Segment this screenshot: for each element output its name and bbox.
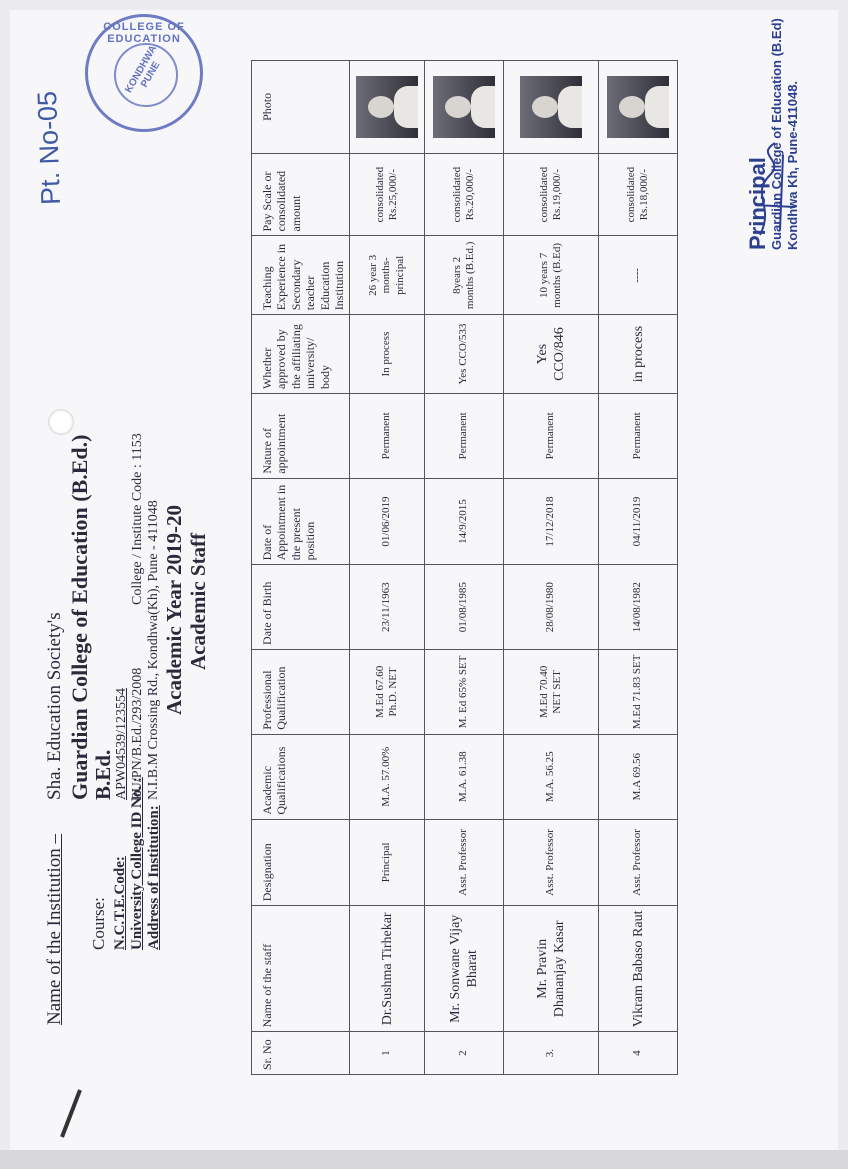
academic-cell: M.A. 56.25 [504, 734, 599, 819]
staff-photo [520, 76, 582, 138]
col-header: Pay Scale or consolidated amount [252, 153, 350, 236]
designation-cell: Principal [350, 819, 425, 906]
experience-cell: 8years 2 months (B.Ed.) [425, 236, 504, 315]
experience-cell: ---- [599, 236, 678, 315]
name-cell: Mr. Sonwane Vijay Bharat [425, 906, 504, 1032]
address-value: N.I.B.M Crossing Rd., Kondhwa(Kh), Pune - 411048 [146, 500, 161, 800]
univ-id-value: PU/PN/B.Ed./293/2008 [130, 667, 145, 800]
college-stamp [85, 14, 203, 132]
photo-cell [425, 61, 504, 154]
dob-cell: 01/08/1985 [425, 565, 504, 650]
pay-cell: consolidated Rs.19,000/- [504, 153, 599, 236]
sr-cell: 1 [350, 1032, 425, 1075]
academic-cell: M.A 69.56 [599, 734, 678, 819]
nature-cell: Permanent [350, 393, 425, 478]
signature-address: Kondhwa Kh, Pune-411048. [785, 80, 800, 250]
designation-cell: Asst. Professor [504, 819, 599, 906]
academic-year: Academic Year 2019-20 [162, 505, 186, 715]
col-header: Professional Qualification [252, 649, 350, 734]
reference-number: Pt. No-05 [32, 90, 66, 206]
experience-cell: 26 year 3 months- principal [350, 236, 425, 315]
sr-cell: 2 [425, 1032, 504, 1075]
photo-cell [599, 61, 678, 154]
table-row [504, 61, 599, 1075]
doa-cell: 04/11/2019 [599, 478, 678, 565]
col-header: Date of Appointment in the present position [252, 478, 350, 565]
col-header: Teaching Experience in Secondary teacher Education Institution [252, 236, 350, 315]
staff-table [251, 60, 678, 1075]
address-label: Address of Institution: [146, 805, 162, 950]
approved-cell: in process [599, 315, 678, 394]
staff-title: Academic Staff [186, 532, 210, 670]
document-header [29, 55, 264, 1035]
table-row [599, 61, 678, 1075]
staff-photo [356, 76, 418, 138]
table-row [350, 61, 425, 1075]
approved-cell: Yes CCO/533 [425, 315, 504, 394]
signature-title: Principal [745, 157, 770, 250]
name-cell: Mr. Pravin Dhananjay Kasar [504, 906, 599, 1032]
sr-cell: 4 [599, 1032, 678, 1075]
academic-cell: M.A. 61.38 [425, 734, 504, 819]
professional-cell: M. Ed 65% SET [425, 649, 504, 734]
doa-cell: 17/12/2018 [504, 478, 599, 565]
staff-photo [433, 76, 495, 138]
col-header: Nature of appointment [252, 393, 350, 478]
name-cell: Vikram Babaso Raut [599, 906, 678, 1032]
institute-code: College / Institute Code : 1153 [130, 433, 145, 605]
scan-bottom-edge [0, 1150, 848, 1169]
pay-cell: consolidated Rs.25,000/- [350, 153, 425, 236]
col-header: Photo [252, 61, 350, 154]
col-header: Date of Birth [252, 565, 350, 650]
college-name: Guardian College of Education (B.Ed.) [67, 434, 92, 800]
nature-cell: Permanent [504, 393, 599, 478]
table-header-row [252, 61, 350, 1075]
ncte-value: APW04539/123554 [114, 688, 129, 800]
approved-cell: Yes CCO/846 [504, 315, 599, 394]
col-header: Sr. No [252, 1032, 350, 1075]
doa-cell: 14/9/2015 [425, 478, 504, 565]
photo-cell [350, 61, 425, 154]
principal-signature-block [745, 18, 845, 250]
professional-cell: M.Ed 67.60 Ph.D. NET [350, 649, 425, 734]
rotated-sheet [29, 15, 819, 1075]
stamp-center-text: KONDHWA PUNE [123, 43, 163, 95]
col-header: Designation [252, 819, 350, 906]
staff-photo [607, 76, 669, 138]
photo-cell [504, 61, 599, 154]
name-cell: Dr.Sushma Tirhekar [350, 906, 425, 1032]
experience-cell: 10 years 7 months (B.Ed) [504, 236, 599, 315]
nature-cell: Permanent [425, 393, 504, 478]
designation-cell: Asst. Professor [425, 819, 504, 906]
signature-college: Guardian College of Education (B.Ed) [769, 18, 784, 250]
dob-cell: 14/08/1982 [599, 565, 678, 650]
nature-cell: Permanent [599, 393, 678, 478]
margin-mark [50, 1085, 90, 1145]
professional-cell: M.Ed 70.40 NET SET [504, 649, 599, 734]
dob-cell: 28/08/1980 [504, 565, 599, 650]
ncte-label: N.C.T.E.Code: [112, 856, 128, 950]
pay-cell: consolidated Rs.18,000/- [599, 153, 678, 236]
academic-cell: M.A. 57.00% [350, 734, 425, 819]
designation-cell: Asst. Professor [599, 819, 678, 906]
professional-cell: M.Ed 71.83 SET [599, 649, 678, 734]
univ-id-label: University College ID No. : [129, 777, 145, 950]
approved-cell: In process [350, 315, 425, 394]
course-label: Course: [89, 897, 108, 950]
col-header: Academic Qualifications [252, 734, 350, 819]
stamp-ring-text: COLLEGE OF EDUCATION [103, 21, 185, 45]
col-header: Whether approved by the affiliating university/ body [252, 315, 350, 394]
course-value: B.Ed. [91, 749, 115, 800]
col-header: Name of the staff [252, 906, 350, 1032]
doa-cell: 01/06/2019 [350, 478, 425, 565]
sr-cell: 3. [504, 1032, 599, 1075]
table-row [425, 61, 504, 1075]
pay-cell: consolidated Rs.20,000/- [425, 153, 504, 236]
institution-label: Name of the Institution – [44, 833, 65, 1025]
dob-cell: 23/11/1963 [350, 565, 425, 650]
society-name: Sha. Education Society's [44, 612, 65, 800]
